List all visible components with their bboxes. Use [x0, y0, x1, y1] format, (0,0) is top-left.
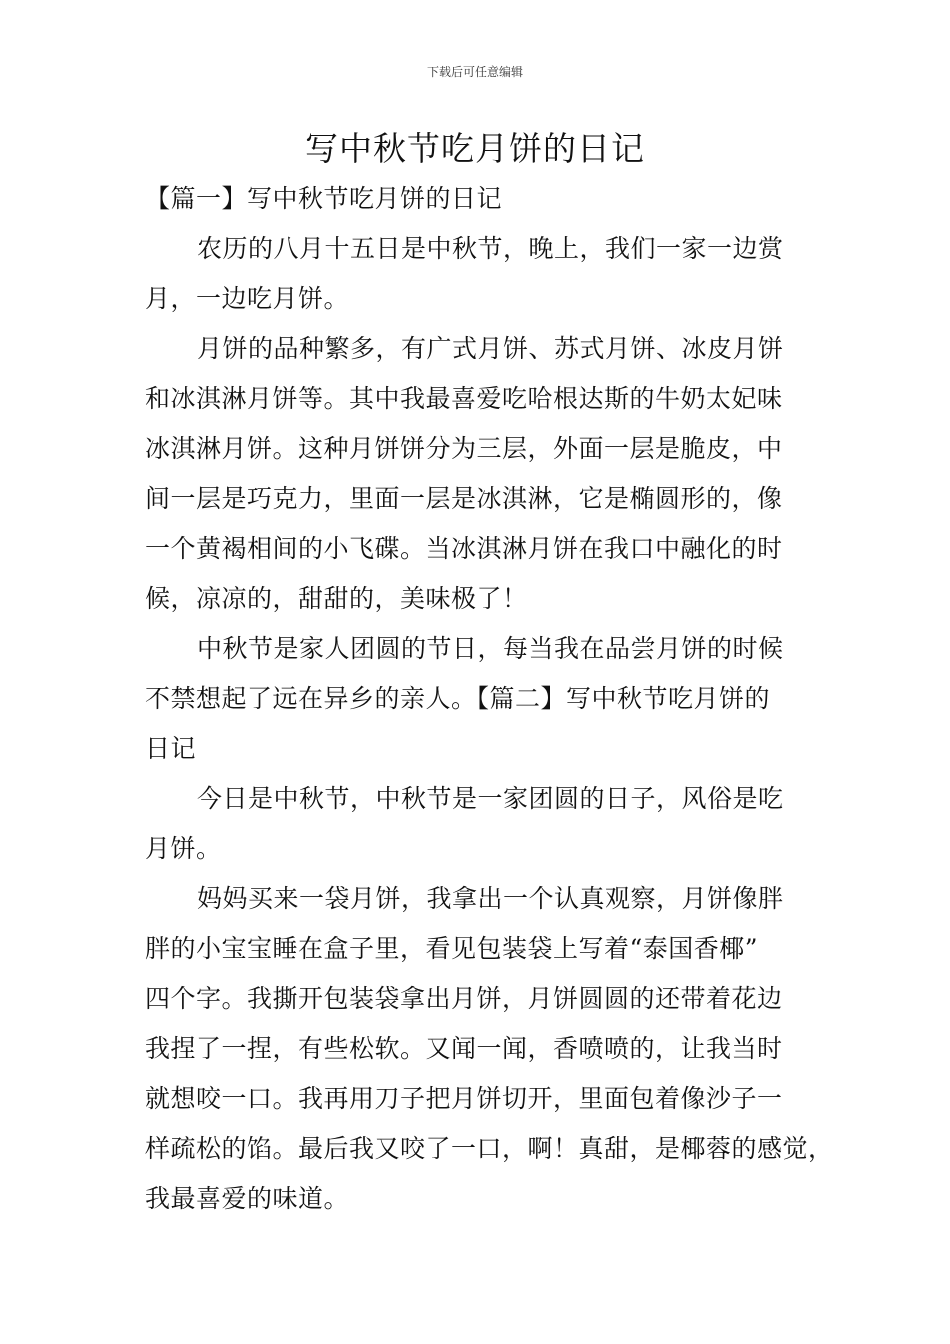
text-line: 我最喜爱的味道。 — [145, 1184, 350, 1213]
header-note: 下载后可任意编辑 — [426, 65, 523, 79]
text-line: 冰淇淋月饼。这种月饼饼分为三层，外面一层是脆皮，中 — [145, 434, 783, 463]
text-line: 我捏了一捏，有些松软。又闻一闻，香喷喷的，让我当时 — [145, 1034, 783, 1063]
text-line: 四个字。我撕开包装袋拿出月饼，月饼圆圆的还带着花边 — [145, 984, 783, 1013]
text-line: 农历的八月十五日是中秋节，晚上，我们一家一边赏 — [197, 234, 784, 263]
text-line: 胖的小宝宝睡在盒子里，看见包装袋上写着“泰国香椰” — [145, 934, 759, 963]
text-line: 就想咬一口。我再用刀子把月饼切开，里面包着像沙子一 — [145, 1084, 783, 1113]
text-line: 月，一边吃月饼。 — [145, 284, 350, 313]
text-line: 不禁想起了远在异乡的亲人。【篇二】写中秋节吃月饼的 — [145, 684, 771, 713]
text-line: 间一层是巧克力，里面一层是冰淇淋，它是椭圆形的，像 — [145, 484, 783, 513]
text-line: 月饼。 — [145, 834, 222, 863]
text-line: 和冰淇淋月饼等。其中我最喜爱吃哈根达斯的牛奶太妃味 — [145, 384, 783, 413]
document-title: 写中秋节吃月饼的日记 — [305, 129, 645, 168]
text-line: 中秋节是家人团圆的节日，每当我在品尝月饼的时候 — [197, 634, 784, 663]
text-line: 妈妈买来一袋月饼，我拿出一个认真观察，月饼像胖 — [197, 884, 784, 913]
text-line: 样疏松的馅。最后我又咬了一口，啊！真甜，是椰蓉的感觉， — [145, 1134, 834, 1163]
body-text — [145, 174, 834, 1224]
text-line: 今日是中秋节，中秋节是一家团圆的日子，风俗是吃 — [197, 784, 784, 813]
text-line: 候，凉凉的，甜甜的，美味极了！ — [145, 584, 528, 613]
text-line: 月饼的品种繁多，有广式月饼、苏式月饼、冰皮月饼 — [197, 334, 784, 363]
text-line: 日记 — [145, 734, 197, 763]
text-line: 一个黄褐相间的小飞碟。当冰淇淋月饼在我口中融化的时 — [145, 534, 783, 563]
text-line: 【篇一】写中秋节吃月饼的日记 — [145, 184, 503, 213]
